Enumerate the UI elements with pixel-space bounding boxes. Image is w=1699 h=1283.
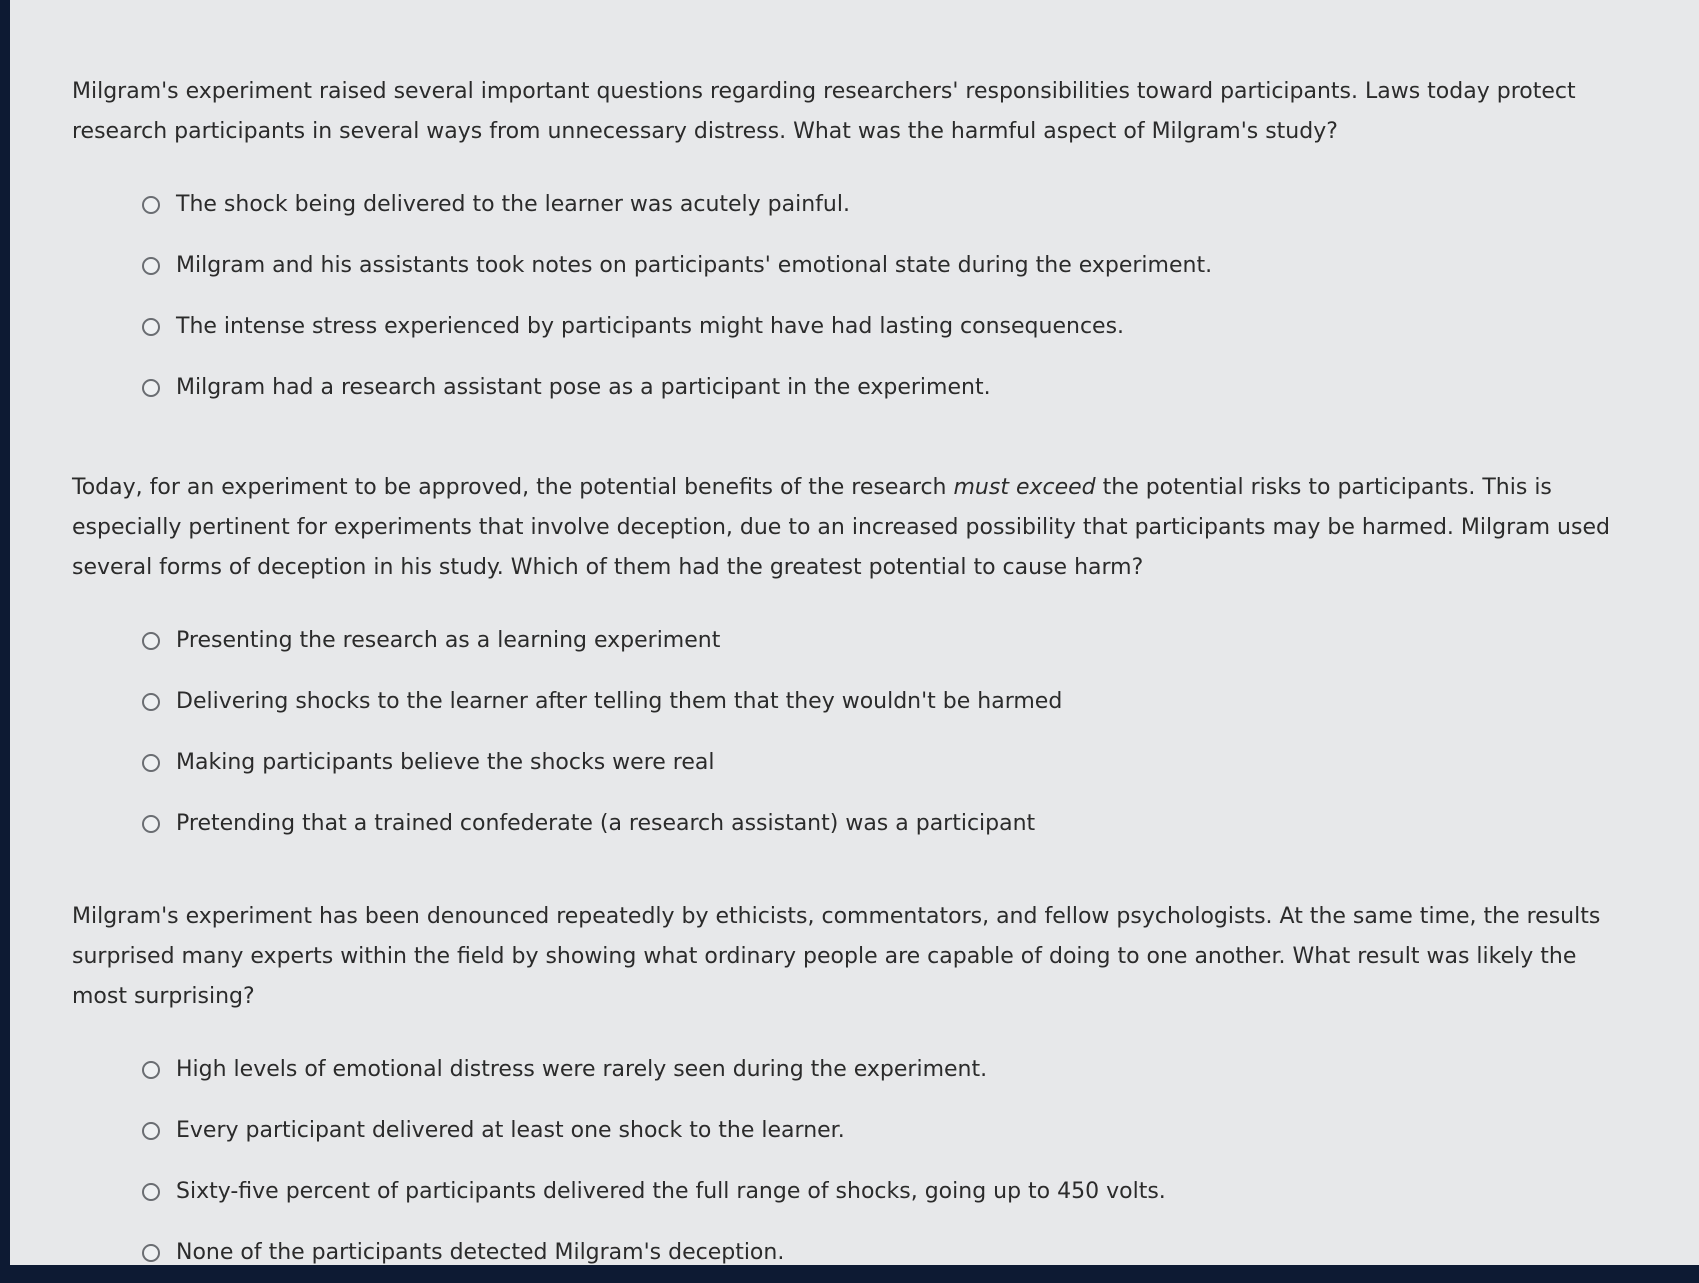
question-1-prompt: Milgram's experiment raised several important questions regarding researchers' responsibilities toward participants. Laws today protect research participants in several ways from unnecessary distress. What was the harmful aspect of Milgram's study? bbox=[72, 79, 1576, 144]
question-2-option-2[interactable] bbox=[142, 671, 1699, 732]
option-label: Milgram and his assistants took notes on participants' emotional state during the experiment. bbox=[176, 253, 1213, 278]
question-1-options bbox=[142, 174, 1699, 418]
question-3-option-4[interactable] bbox=[142, 1222, 1699, 1283]
question-2-option-3[interactable] bbox=[142, 732, 1699, 793]
question-2-option-1[interactable] bbox=[142, 610, 1699, 671]
question-3 bbox=[72, 897, 1632, 1283]
radio-button[interactable] bbox=[142, 754, 160, 772]
radio-button[interactable] bbox=[142, 632, 160, 650]
question-3-option-2[interactable] bbox=[142, 1100, 1699, 1161]
option-label: None of the participants detected Milgram's deception. bbox=[176, 1240, 785, 1265]
radio-button[interactable] bbox=[142, 1183, 160, 1201]
question-2-option-4[interactable] bbox=[142, 793, 1699, 854]
question-2-prompt-emphasis: must exceed bbox=[953, 475, 1096, 500]
question-1 bbox=[72, 72, 1632, 418]
option-label: The shock being delivered to the learner was acutely painful. bbox=[176, 192, 850, 217]
question-2-options bbox=[142, 610, 1699, 854]
radio-button[interactable] bbox=[142, 1244, 160, 1262]
question-1-option-3[interactable] bbox=[142, 296, 1699, 357]
option-label: Pretending that a trained confederate (a research assistant) was a participant bbox=[176, 811, 1036, 836]
option-label: Presenting the research as a learning experiment bbox=[176, 628, 721, 653]
radio-button[interactable] bbox=[142, 379, 160, 397]
radio-button[interactable] bbox=[142, 693, 160, 711]
radio-button[interactable] bbox=[142, 196, 160, 214]
question-3-prompt: Milgram's experiment has been denounced repeatedly by ethicists, commentators, and fellow psychologists. At the same time, the results surprised many experts within the field by showing what ordinary people are capable of doing to one another. What result was likely the most surprising? bbox=[72, 904, 1601, 1009]
question-1-option-4[interactable] bbox=[142, 357, 1699, 418]
question-3-option-1[interactable] bbox=[142, 1039, 1699, 1100]
radio-button[interactable] bbox=[142, 318, 160, 336]
question-2-prompt bbox=[72, 468, 1632, 588]
option-label: Every participant delivered at least one shock to the learner. bbox=[176, 1118, 845, 1143]
quiz-page bbox=[10, 0, 1699, 1265]
question-3-option-3[interactable] bbox=[142, 1161, 1699, 1222]
option-label: The intense stress experienced by participants might have had lasting consequences. bbox=[176, 314, 1125, 339]
radio-button[interactable] bbox=[142, 257, 160, 275]
question-1-option-1[interactable] bbox=[142, 174, 1699, 235]
radio-button[interactable] bbox=[142, 1122, 160, 1140]
question-2-prompt-after: the potential risks to participants. This is especially pertinent for experiments that involve deception, due to an increased possibility that participants may be harmed. Milgram used several forms of deception in his study. Which of them had the greatest potential to cause harm? bbox=[72, 475, 1610, 580]
question-3-options bbox=[142, 1039, 1699, 1283]
option-label: Delivering shocks to the learner after telling them that they wouldn't be harmed bbox=[176, 689, 1063, 714]
option-label: High levels of emotional distress were rarely seen during the experiment. bbox=[176, 1057, 988, 1082]
option-label: Sixty-five percent of participants delivered the full range of shocks, going up to 450 volts. bbox=[176, 1179, 1166, 1204]
option-label: Milgram had a research assistant pose as a participant in the experiment. bbox=[176, 375, 991, 400]
question-2-prompt-before: Today, for an experiment to be approved, the potential benefits of the research bbox=[72, 475, 954, 500]
radio-button[interactable] bbox=[142, 815, 160, 833]
question-2 bbox=[72, 468, 1632, 854]
radio-button[interactable] bbox=[142, 1061, 160, 1079]
option-label: Making participants believe the shocks were real bbox=[176, 750, 715, 775]
question-1-option-2[interactable] bbox=[142, 235, 1699, 296]
